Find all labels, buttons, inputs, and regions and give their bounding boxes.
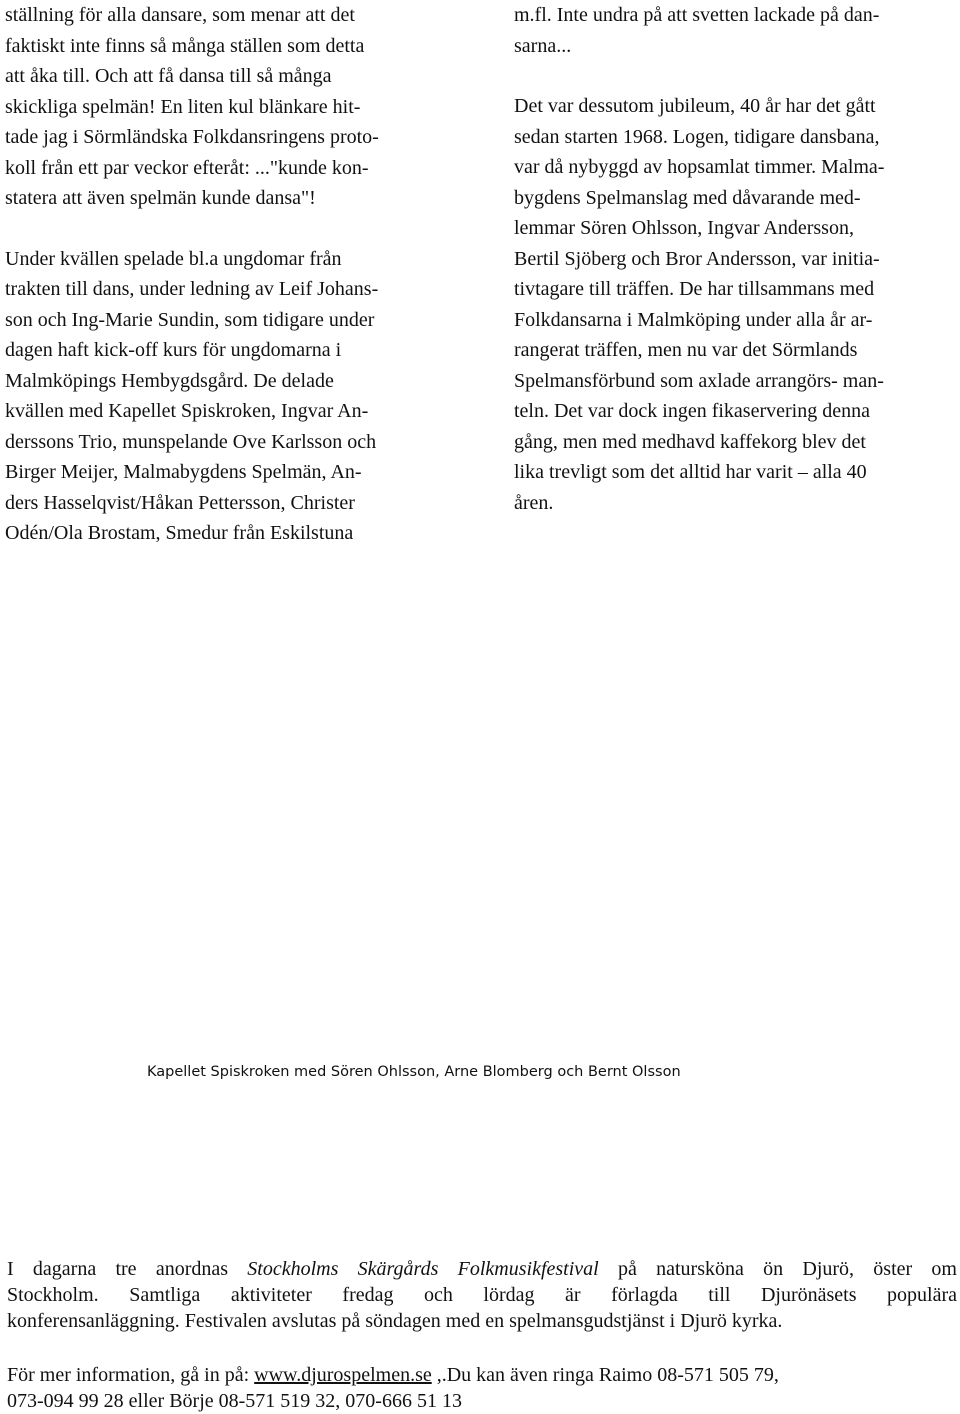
text-line: Odén/Ola Brostam, Smedur från Eskilstuna xyxy=(5,522,354,544)
text-line: tade jag i Sörmländska Folkdansringens proto- xyxy=(5,126,379,148)
text-line: att åka till. Och att få dansa till så många xyxy=(5,65,332,87)
festival-paragraph xyxy=(7,1256,957,1334)
text-line: sarna... xyxy=(514,34,572,57)
contact-prefix: För mer information, gå in på: xyxy=(7,1364,255,1386)
text-line: skickliga spelmän! En liten kul blänkare hit- xyxy=(5,95,361,118)
text-line: rangerat träffen, men nu var det Sörmlands xyxy=(514,339,858,361)
right-column xyxy=(514,0,934,518)
website-link[interactable]: www.djurospelmen.se xyxy=(254,1364,432,1386)
contact-line-2: 073-094 99 28 eller Börje 08-571 519 32, 070-666 51 13 xyxy=(7,1390,462,1412)
text-line: Malmköpings Hembygdsgård. De delade xyxy=(5,369,334,392)
text-line: åren. xyxy=(514,491,554,514)
text-line: bygdens Spelmanslag med dåvarande med- xyxy=(514,186,861,209)
text-line: Det var dessutom jubileum, 40 år har det gått xyxy=(514,95,876,117)
text-line: dagen haft kick-off kurs för ungdomarna i xyxy=(5,339,342,361)
right-paragraph-2 xyxy=(514,91,934,518)
text-line: m.fl. Inte undra på att svetten lackade på dan- xyxy=(514,4,880,26)
left-paragraph-2 xyxy=(5,244,445,549)
text-line: var då nybyggd av hopsamlat timmer. Malma- xyxy=(514,156,885,178)
text-line: son och Ing-Marie Sundin, som tidigare under xyxy=(5,308,375,331)
text-line: Birger Meijer, Malmabygdens Spelmän, An- xyxy=(5,461,362,483)
festival-intro: I dagarna tre anordnas xyxy=(7,1258,248,1280)
contact-phone-1: ,.Du kan även ringa Raimo 08-571 505 79, xyxy=(431,1364,779,1386)
photo-caption: Kapellet Spiskroken med Sören Ohlsson, Arne Blomberg och Bernt Olsson xyxy=(147,1064,681,1080)
festival-line-1-rest: på natursköna ön Djurö, öster om xyxy=(598,1258,957,1280)
text-line: tivtagare till träffen. De har tillsammans med xyxy=(514,278,875,300)
left-paragraph-1 xyxy=(5,0,445,214)
text-line: ders Hasselqvist/Håkan Pettersson, Christer xyxy=(5,491,355,514)
text-line: Under kvällen spelade bl.a ungdomar från xyxy=(5,247,342,270)
festival-line-1 xyxy=(7,1256,957,1282)
text-line: Bertil Sjöberg och Bror Andersson, var initia- xyxy=(514,247,880,270)
text-line: trakten till dans, under ledning av Leif Johans- xyxy=(5,278,379,300)
text-line: teln. Det var dock ingen fikaservering denna xyxy=(514,400,870,422)
contact-line-1 xyxy=(7,1362,957,1388)
text-line: lemmar Sören Ohlsson, Ingvar Andersson, xyxy=(514,217,854,239)
festival-line-3: konferensanläggning. Festivalen avslutas på söndagen med en spelmansgudstjänst i Djurö kyrka. xyxy=(7,1310,783,1332)
left-column xyxy=(5,0,445,549)
text-line: koll från ett par veckor efteråt: ..."kunde kon- xyxy=(5,156,369,179)
text-line: Spelmansförbund som axlade arrangörs- man- xyxy=(514,369,884,392)
right-paragraph-1 xyxy=(514,0,934,61)
text-line: sedan starten 1968. Logen, tidigare dansbana, xyxy=(514,125,880,148)
text-line: Folkdansarna i Malmköping under alla år ar- xyxy=(514,308,873,331)
text-line: lika trevligt som det alltid har varit – alla 40 xyxy=(514,461,867,483)
text-line: gång, men med medhavd kaffekorg blev det xyxy=(514,430,866,453)
festival-line-2: Stockholm. Samtliga aktiviteter fredag och lördag är förlagda till Djurönäsets populära xyxy=(7,1284,957,1306)
festival-name: Stockholms Skärgårds Folkmusikfestival xyxy=(247,1258,599,1280)
text-line: kvällen med Kapellet Spiskroken, Ingvar An- xyxy=(5,400,369,422)
contact-info xyxy=(7,1362,957,1414)
text-line: derssons Trio, munspelande Ove Karlsson och xyxy=(5,430,377,453)
text-line: statera att även spelmän kunde dansa"! xyxy=(5,187,316,209)
text-line: ställning för alla dansare, som menar att det xyxy=(5,4,355,26)
text-line: faktiskt inte finns så många ställen som detta xyxy=(5,34,365,57)
